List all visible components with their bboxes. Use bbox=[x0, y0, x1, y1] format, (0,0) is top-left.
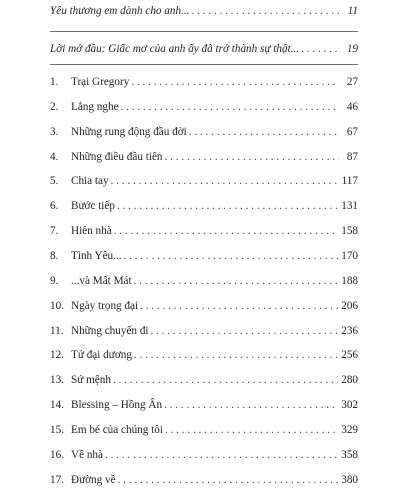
dot-leader bbox=[134, 272, 339, 290]
chapter-page: 329 bbox=[341, 423, 358, 436]
dot-leader bbox=[105, 446, 338, 464]
toc-chapter-entry bbox=[50, 396, 358, 414]
chapter-title: Những chuyến đi bbox=[71, 324, 149, 337]
chapter-title: Về nhà bbox=[71, 448, 103, 461]
chapter-page: 358 bbox=[341, 448, 358, 461]
table-of-contents bbox=[50, 0, 358, 486]
chapter-page: 27 bbox=[346, 76, 358, 88]
chapter-number: 10. bbox=[50, 299, 64, 312]
dot-leader bbox=[111, 172, 339, 190]
chapter-page: 206 bbox=[341, 299, 358, 312]
toc-entry-title: Yêu thương em dành cho anh... bbox=[50, 5, 190, 17]
chapter-page: 188 bbox=[341, 274, 358, 287]
chapter-title: Bước tiếp bbox=[71, 200, 115, 213]
top-divider bbox=[50, 31, 358, 32]
toc-chapter-entry bbox=[50, 98, 358, 116]
chapter-page: 380 bbox=[341, 473, 358, 486]
toc-chapter-entry bbox=[50, 197, 358, 215]
dot-leader bbox=[189, 123, 339, 141]
chapter-number: 15. bbox=[50, 423, 64, 436]
chapter-number: 6. bbox=[50, 200, 59, 213]
chapter-number: 7. bbox=[50, 225, 59, 238]
toc-entry-page: 11 bbox=[347, 5, 358, 17]
chapter-number: 3. bbox=[50, 125, 59, 138]
chapter-title: Trại Gregory bbox=[71, 76, 130, 88]
chapter-title: ...và Mất Mát bbox=[71, 274, 132, 287]
section-divider bbox=[50, 64, 358, 65]
dot-leader bbox=[131, 73, 339, 91]
dot-leader bbox=[140, 297, 338, 315]
chapter-number: 4. bbox=[50, 150, 59, 163]
chapter-page: 302 bbox=[341, 399, 358, 412]
dot-leader bbox=[113, 371, 338, 389]
toc-front-entry bbox=[50, 2, 358, 20]
chapter-title: Tứ đại dương bbox=[71, 349, 132, 362]
toc-chapter-entry bbox=[50, 73, 358, 91]
chapter-title: Tình Yêu... bbox=[71, 250, 122, 262]
dot-leader bbox=[117, 197, 338, 215]
toc-chapter-entry bbox=[50, 272, 358, 290]
dot-leader bbox=[191, 2, 339, 20]
toc-chapter-entry bbox=[50, 148, 358, 166]
chapter-page: 67 bbox=[346, 125, 358, 138]
toc-chapter-entry bbox=[50, 297, 358, 315]
chapter-page: 87 bbox=[346, 150, 358, 163]
chapter-number: 8. bbox=[50, 250, 59, 262]
chapter-number: 5. bbox=[50, 175, 59, 188]
dot-leader bbox=[114, 222, 339, 240]
toc-chapter-entry bbox=[50, 123, 358, 141]
chapter-title: Chia tay bbox=[71, 175, 109, 188]
dot-leader bbox=[165, 148, 339, 166]
toc-front-entry bbox=[50, 40, 358, 58]
toc-chapter-entry bbox=[50, 346, 358, 364]
chapter-number: 9. bbox=[50, 274, 59, 287]
dot-leader bbox=[164, 396, 338, 414]
toc-chapter-entry bbox=[50, 421, 358, 439]
dot-leader bbox=[151, 322, 339, 340]
chapter-title: Những điều đầu tiên bbox=[71, 150, 163, 163]
chapter-page: 117 bbox=[341, 175, 358, 188]
toc-entry-title: Lời mở đầu: Giấc mơ của anh ấy đã trở thành sự thật... bbox=[50, 43, 300, 55]
chapter-title: Lắng nghe bbox=[71, 100, 119, 113]
chapter-number: 16. bbox=[50, 448, 64, 461]
chapter-number: 17. bbox=[50, 473, 64, 486]
toc-chapter-entry bbox=[50, 471, 358, 489]
toc-chapter-entry bbox=[50, 222, 358, 240]
chapter-number: 14. bbox=[50, 399, 64, 412]
chapter-title: Sứ mệnh bbox=[71, 374, 111, 387]
chapter-page: 280 bbox=[341, 374, 358, 387]
chapter-title: Đường về bbox=[71, 473, 116, 486]
dot-leader bbox=[301, 40, 339, 58]
dot-leader bbox=[118, 471, 339, 489]
toc-chapter-entry bbox=[50, 371, 358, 389]
chapter-page: 158 bbox=[341, 225, 358, 238]
toc-entry-page: 19 bbox=[346, 43, 358, 55]
chapter-title: Em bé của chúng tôi bbox=[71, 423, 163, 436]
chapter-title: Ngày trọng đại bbox=[71, 299, 139, 312]
chapter-number: 13. bbox=[50, 374, 64, 387]
chapter-number: 12. bbox=[50, 349, 64, 362]
dot-leader bbox=[165, 421, 338, 439]
chapter-page: 256 bbox=[341, 349, 358, 362]
chapter-page: 46 bbox=[346, 100, 358, 113]
dot-leader bbox=[121, 98, 339, 116]
toc-chapter-entry bbox=[50, 322, 358, 340]
toc-chapter-entry bbox=[50, 446, 358, 464]
chapter-number: 11. bbox=[50, 324, 64, 337]
toc-chapter-entry bbox=[50, 172, 358, 190]
chapter-title: Hiên nhà bbox=[71, 225, 112, 238]
dot-leader bbox=[124, 247, 339, 265]
dot-leader bbox=[134, 346, 338, 364]
toc-chapter-entry bbox=[50, 247, 358, 265]
chapter-number: 2. bbox=[50, 100, 59, 113]
chapter-page: 236 bbox=[341, 324, 358, 337]
chapter-page: 170 bbox=[341, 250, 358, 262]
chapter-page: 131 bbox=[341, 200, 358, 213]
chapter-title: Blessing – Hồng Ân bbox=[71, 399, 163, 412]
chapter-title: Những rung động đầu đời bbox=[71, 125, 187, 138]
chapter-number: 1. bbox=[50, 76, 59, 88]
